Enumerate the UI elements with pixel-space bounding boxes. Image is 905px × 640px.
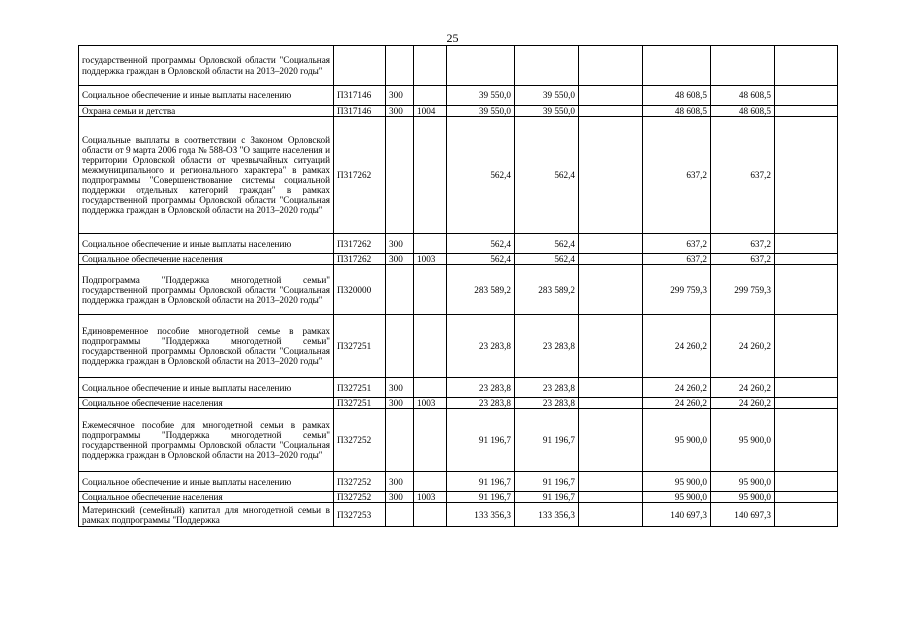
row-code-cell: П327252 <box>334 472 386 492</box>
row-code-cell <box>334 46 386 86</box>
row-value-6-cell <box>775 86 838 106</box>
row-value-5-cell: 95 900,0 <box>711 409 775 472</box>
row-expense-type-cell <box>386 315 414 378</box>
row-value-2-cell: 91 196,7 <box>515 472 579 492</box>
row-value-4-cell: 95 900,0 <box>643 409 711 472</box>
table-row <box>79 106 838 117</box>
row-value-2-cell: 562,4 <box>515 117 579 234</box>
row-value-2-cell: 39 550,0 <box>515 106 579 117</box>
row-value-3-cell <box>579 503 643 527</box>
row-value-4-cell: 48 608,5 <box>643 86 711 106</box>
row-value-2-cell: 23 283,8 <box>515 398 579 409</box>
row-name-cell: Социальное обеспечение населения <box>79 398 334 409</box>
row-value-6-cell <box>775 398 838 409</box>
table-row <box>79 503 838 527</box>
row-value-6-cell <box>775 234 838 254</box>
row-code-cell: П327251 <box>334 378 386 398</box>
row-section-cell <box>414 265 447 315</box>
row-value-3-cell <box>579 315 643 378</box>
row-section-cell: 1003 <box>414 398 447 409</box>
row-value-5-cell: 95 900,0 <box>711 492 775 503</box>
row-value-1-cell: 91 196,7 <box>447 472 515 492</box>
row-value-4-cell: 95 900,0 <box>643 472 711 492</box>
row-code-cell: П317262 <box>334 234 386 254</box>
table-body <box>79 46 838 527</box>
row-value-4-cell: 24 260,2 <box>643 315 711 378</box>
row-value-6-cell <box>775 254 838 265</box>
row-value-2-cell: 23 283,8 <box>515 378 579 398</box>
row-value-3-cell <box>579 254 643 265</box>
row-section-cell <box>414 409 447 472</box>
row-name-cell: Социальное обеспечение населения <box>79 492 334 503</box>
row-code-cell: П317262 <box>334 254 386 265</box>
row-value-2-cell: 562,4 <box>515 234 579 254</box>
row-section-cell: 1004 <box>414 106 447 117</box>
row-value-6-cell <box>775 378 838 398</box>
row-value-1-cell: 562,4 <box>447 254 515 265</box>
budget-table <box>78 45 838 527</box>
row-value-6-cell <box>775 46 838 86</box>
row-code-cell: П327252 <box>334 409 386 472</box>
row-expense-type-cell: 300 <box>386 492 414 503</box>
row-value-3-cell <box>579 378 643 398</box>
row-name-cell: Материнский (семейный) капитал для многодетной семьи в рамках подпрограммы "Поддержка <box>79 503 334 527</box>
row-expense-type-cell <box>386 46 414 86</box>
row-expense-type-cell: 300 <box>386 398 414 409</box>
row-value-3-cell <box>579 234 643 254</box>
row-value-4-cell: 637,2 <box>643 234 711 254</box>
row-value-4-cell: 24 260,2 <box>643 398 711 409</box>
row-section-cell <box>414 503 447 527</box>
row-value-2-cell <box>515 46 579 86</box>
row-value-3-cell <box>579 86 643 106</box>
row-expense-type-cell: 300 <box>386 86 414 106</box>
row-value-2-cell: 562,4 <box>515 254 579 265</box>
row-code-cell: П320000 <box>334 265 386 315</box>
row-value-1-cell: 23 283,8 <box>447 315 515 378</box>
row-value-1-cell: 562,4 <box>447 234 515 254</box>
row-value-4-cell <box>643 46 711 86</box>
row-value-5-cell: 24 260,2 <box>711 398 775 409</box>
row-expense-type-cell: 300 <box>386 234 414 254</box>
row-value-6-cell <box>775 472 838 492</box>
row-code-cell: П317262 <box>334 117 386 234</box>
row-value-5-cell: 637,2 <box>711 117 775 234</box>
row-value-2-cell: 283 589,2 <box>515 265 579 315</box>
row-value-4-cell: 95 900,0 <box>643 492 711 503</box>
row-value-1-cell: 23 283,8 <box>447 378 515 398</box>
row-code-cell: П327252 <box>334 492 386 503</box>
row-value-2-cell: 91 196,7 <box>515 409 579 472</box>
row-section-cell: 1003 <box>414 492 447 503</box>
table-row <box>79 492 838 503</box>
row-name-cell: Социальные выплаты в соответствии с Законом Орловской области от 9 марта 2006 года № 588-ОЗ "О защите населения и территории Орловской области от чрезвычайных ситуаций межмуниципального и регионального характера" в рамках подпрограммы "Совершенствование системы социальной поддержки отдельных категорий граждан" в рамках государственной программы Орловской области "Социальная поддержка граждан в Орловской области на 2013–2020 годы" <box>79 117 334 234</box>
row-value-4-cell: 637,2 <box>643 117 711 234</box>
row-code-cell: П327253 <box>334 503 386 527</box>
row-name-cell: Социальное обеспечение и иные выплаты населению <box>79 378 334 398</box>
table-row <box>79 409 838 472</box>
row-expense-type-cell: 300 <box>386 472 414 492</box>
row-value-6-cell <box>775 117 838 234</box>
row-value-2-cell: 23 283,8 <box>515 315 579 378</box>
row-value-1-cell: 23 283,8 <box>447 398 515 409</box>
row-value-1-cell: 39 550,0 <box>447 86 515 106</box>
row-code-cell: П327251 <box>334 315 386 378</box>
table-row <box>79 46 838 86</box>
table-row <box>79 472 838 492</box>
row-value-3-cell <box>579 46 643 86</box>
row-value-4-cell: 48 608,5 <box>643 106 711 117</box>
row-value-5-cell: 24 260,2 <box>711 315 775 378</box>
row-value-5-cell: 637,2 <box>711 234 775 254</box>
row-value-1-cell: 39 550,0 <box>447 106 515 117</box>
row-value-5-cell: 48 608,5 <box>711 86 775 106</box>
row-section-cell <box>414 315 447 378</box>
table-row <box>79 378 838 398</box>
row-value-6-cell <box>775 503 838 527</box>
row-value-5-cell: 48 608,5 <box>711 106 775 117</box>
table-row <box>79 398 838 409</box>
row-value-3-cell <box>579 117 643 234</box>
row-value-6-cell <box>775 315 838 378</box>
row-name-cell: Социальное обеспечение населения <box>79 254 334 265</box>
row-value-4-cell: 637,2 <box>643 254 711 265</box>
row-value-5-cell: 95 900,0 <box>711 472 775 492</box>
row-section-cell <box>414 472 447 492</box>
row-name-cell: Единовременное пособие многодетной семье в рамках подпрограммы "Поддержка многодетной семьи" государственной программы Орловской области "Социальная поддержка граждан в Орловской области на 2013–2020 годы" <box>79 315 334 378</box>
row-value-6-cell <box>775 409 838 472</box>
row-expense-type-cell <box>386 117 414 234</box>
table-row <box>79 254 838 265</box>
row-value-5-cell <box>711 46 775 86</box>
row-value-6-cell <box>775 106 838 117</box>
table-row <box>79 117 838 234</box>
row-value-5-cell: 24 260,2 <box>711 378 775 398</box>
row-value-1-cell: 133 356,3 <box>447 503 515 527</box>
row-name-cell: Подпрограмма "Поддержка многодетной семьи" государственной программы Орловской области "Социальная поддержка граждан в Орловской области на 2013–2020 годы" <box>79 265 334 315</box>
row-value-4-cell: 24 260,2 <box>643 378 711 398</box>
row-value-1-cell: 562,4 <box>447 117 515 234</box>
row-value-3-cell <box>579 492 643 503</box>
row-name-cell: Социальное обеспечение и иные выплаты населению <box>79 234 334 254</box>
row-value-3-cell <box>579 472 643 492</box>
row-code-cell: П317146 <box>334 106 386 117</box>
row-section-cell <box>414 234 447 254</box>
row-section-cell <box>414 117 447 234</box>
row-expense-type-cell: 300 <box>386 378 414 398</box>
page-number: 25 <box>446 31 459 45</box>
row-name-cell: Социальное обеспечение и иные выплаты населению <box>79 472 334 492</box>
row-value-1-cell <box>447 46 515 86</box>
row-section-cell <box>414 86 447 106</box>
row-value-4-cell: 299 759,3 <box>643 265 711 315</box>
table-row <box>79 315 838 378</box>
table-row <box>79 265 838 315</box>
row-value-1-cell: 91 196,7 <box>447 409 515 472</box>
row-value-4-cell: 140 697,3 <box>643 503 711 527</box>
row-value-3-cell <box>579 398 643 409</box>
row-value-2-cell: 39 550,0 <box>515 86 579 106</box>
row-value-2-cell: 133 356,3 <box>515 503 579 527</box>
row-expense-type-cell <box>386 409 414 472</box>
row-value-1-cell: 91 196,7 <box>447 492 515 503</box>
row-value-3-cell <box>579 409 643 472</box>
row-section-cell <box>414 378 447 398</box>
row-value-6-cell <box>775 265 838 315</box>
row-section-cell <box>414 46 447 86</box>
row-value-5-cell: 299 759,3 <box>711 265 775 315</box>
row-value-5-cell: 637,2 <box>711 254 775 265</box>
row-expense-type-cell: 300 <box>386 106 414 117</box>
row-expense-type-cell <box>386 503 414 527</box>
row-name-cell: Охрана семьи и детства <box>79 106 334 117</box>
row-name-cell: Социальное обеспечение и иные выплаты населению <box>79 86 334 106</box>
row-value-6-cell <box>775 492 838 503</box>
row-code-cell: П317146 <box>334 86 386 106</box>
row-value-2-cell: 91 196,7 <box>515 492 579 503</box>
row-name-cell: государственной программы Орловской области "Социальная поддержка граждан в Орловской области на 2013–2020 годы" <box>79 46 334 86</box>
row-value-1-cell: 283 589,2 <box>447 265 515 315</box>
row-name-cell: Ежемесячное пособие для многодетной семьи в рамках подпрограммы "Поддержка многодетной семьи" государственной программы Орловской области "Социальная поддержка граждан в Орловской области на 2013–2020 годы" <box>79 409 334 472</box>
row-expense-type-cell: 300 <box>386 254 414 265</box>
table-row <box>79 86 838 106</box>
row-value-3-cell <box>579 106 643 117</box>
table-row <box>79 234 838 254</box>
row-value-3-cell <box>579 265 643 315</box>
row-value-5-cell: 140 697,3 <box>711 503 775 527</box>
row-expense-type-cell <box>386 265 414 315</box>
row-section-cell: 1003 <box>414 254 447 265</box>
row-code-cell: П327251 <box>334 398 386 409</box>
